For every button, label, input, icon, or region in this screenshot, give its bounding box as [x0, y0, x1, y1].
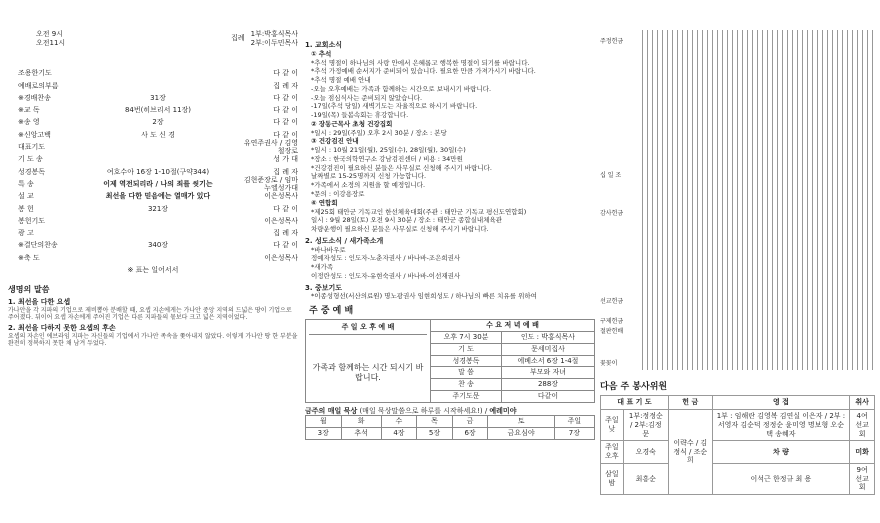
order-row: ※결단의찬송 340장 다 같 이 [18, 241, 298, 250]
order-row: 봉 헌 321장 다 같 이 [18, 204, 298, 213]
sermon-point-1: 1. 최선을 다한 요셉 [8, 298, 71, 306]
news-subheading: ④ 연합회 [311, 198, 338, 207]
news-item: *추석 가정예배 순서지가 준비되어 있습니다. 필요한 만큼 가져가시기 바랍니다. [311, 67, 536, 76]
order-row: 기 도 송 성 가 대 [18, 155, 298, 164]
sermon-title: 생명의 말씀 [8, 285, 50, 294]
news-item: *추석 명절이 하나님의 사랑 안에서 은혜롭고 행복한 명절이 되기를 바랍니다. [311, 58, 530, 67]
church-news-list [305, 50, 595, 234]
offering-label: 구제헌금 [600, 318, 624, 325]
offering-label: 꽃꽂이 [600, 360, 618, 367]
offering-label: 선교헌금 [600, 298, 624, 305]
sunday-afternoon-text: 가족과 함께하는 시간 되시기 바랍니다. [312, 363, 424, 383]
prayer-text: *이종성형선(서산의료원) 명노광권사 임현희성도 / 하나님의 빠른 치유를 위하여 [311, 292, 537, 301]
order-row: ※신앙고백 사 도 신 경 다 같 이 [18, 130, 298, 139]
sermon-text-2: 요셉의 자손인 에브라임 지파는 자신들의 기업에서 가나안 족속을 쫓아내지 않았다. 이렇게 가나안 땅 한 부분을 완전히 정복하지 못한 채 남겨 두었다. [8, 332, 298, 348]
order-row: 조용한기도 다 같 이 [18, 69, 298, 78]
time-1: 오전 9시 [36, 30, 63, 38]
leader-1: 1부:박홍식목사 [250, 30, 298, 38]
order-row: 봉헌기도 이은성목사 [18, 216, 298, 225]
offering-label: 십 일 조 [600, 172, 622, 179]
offering-list [600, 30, 875, 370]
order-list [18, 68, 298, 265]
member-news-item: *바나바우로 [311, 245, 346, 254]
news-subheading: ② 장동근목사 초청 건강집회 [311, 119, 393, 128]
news-item: *일시 : 29일(주일) 오후 2시 30분 / 장소 : 본당 [311, 128, 447, 137]
news-subheading: ① 추석 [311, 49, 332, 58]
news-item: *문의 : 이강용장로 [311, 190, 365, 198]
leader-2: 2부:이두민목사 [250, 38, 298, 47]
weekly-worship-title: 주 중 예 배 [309, 306, 354, 317]
offering-label: 주정헌금 [600, 38, 624, 45]
sermon-point-2: 2. 최선을 다하지 못한 요셉의 후손 [8, 324, 116, 333]
church-news-title: 1. 교회소식 [305, 41, 343, 49]
prayer-title: 3. 중보기도 [305, 283, 343, 292]
meditation-header: 금주의 매일 묵상 (매일 묵상말씀으로 하루를 시작하세요!) / 예레미야 [305, 406, 517, 415]
offering-names-block [640, 30, 875, 370]
news-item: *추석 명절 예배 안내 [311, 76, 371, 85]
news-item: 차량운행이 필요하신 분들은 사무실로 신청해 주시기 바랍니다. [311, 225, 489, 234]
wednesday-header: 수 요 저 녁 예 배 [431, 320, 595, 332]
order-row: 성경봉독 여호수아 16장 1-10절(구약344) 집 례 자 [18, 167, 298, 176]
service-header [36, 30, 298, 48]
order-row: 광 고 집 례 자 [18, 229, 298, 238]
offering-label: 절판헌배 [600, 328, 624, 335]
order-row: 대표기도 유연주권사 / 김영철장로 [18, 138, 298, 156]
service-order-column [8, 30, 298, 347]
order-row: ※송 영 2장 다 같 이 [18, 118, 298, 127]
offering-column [600, 30, 875, 495]
sunday-afternoon-header: 주 일 오 후 예 배 [309, 321, 427, 335]
order-row: 설 교 최선을 다한 믿음에는 열매가 있다 이은성목사 [18, 192, 298, 201]
time-2: 오전11시 [36, 38, 66, 47]
worship-table: 주 일 오 후 예 배 가족과 함께하는 시간 되시기 바랍니다. 수 요 저 녁 예 배 오후 7시 30분 인도 : 박홍식목사 기 도 문세미집사 성경봉독 에베소서 6장 1-4절 말 씀 부모와 자녀 찬 송 288장 주기도문 다같이 [305, 319, 595, 402]
order-note: ※ 표는 일어서서 [127, 266, 179, 275]
order-row: ※축 도 이은성목사 [18, 253, 298, 262]
announcements-column [305, 38, 595, 440]
news-item: *일시 : 10월 21일(월), 25일(수), 28일(월), 30일(수) [311, 146, 466, 155]
member-news-title: 2. 성도소식 / 새가족소개 [305, 236, 384, 245]
news-item: *제25회 태안군 기독교인 한선체육대회(주관 : 태안군 기독교 평신도연합회) [311, 207, 527, 216]
news-item: -17일(추석 당일) 새벽기도는 자율적으로 하시기 바랍니다. [311, 102, 478, 111]
news-item: -19일(목) 들봄속회는 휴강합니다. [311, 111, 409, 120]
next-week-title: 다음 주 봉사위원 [600, 382, 668, 392]
order-row: ※교 독 84번(히브리서 11장) 다 같 이 [18, 106, 298, 115]
news-item: 일시 : 9월 28일(토) 오전 9시 30분 / 장소 : 태안군 종합실내체육관 [311, 216, 503, 225]
order-row: 예배로의부름 집 례 자 [18, 81, 298, 90]
leader-label: 집례 [231, 34, 245, 43]
news-subheading: ③ 건강검진 안내 [311, 137, 359, 146]
news-item: 날짜별로 15-25명까지 신청 가능합니다. [311, 172, 427, 181]
member-news-item: *새가족 [311, 263, 334, 272]
weekly-worship [305, 306, 595, 403]
news-item: *건강검진이 필요하신 분들은 사무실로 신청해 주시기 바랍니다. [311, 163, 492, 172]
sermon-text-1: 가나안을 각 지파의 기업으로 제비뽑아 분배할 때, 요셉 지손에게는 가나안 중앙 지역의 드넓은 땅이 기업으로 주어졌다. 뒤이어 요셉 자손에게 주어진 기업은 다른 지파들의 몫보다 크고 넓은 지역이었다. [8, 306, 292, 321]
next-week-table: 대 표 기 도 헌 금 영 접 취사 주일 낮 1부:정정순 / 2부:김정문 이략수 / 김정식 / 조순희 1부 : 임해란 김영복 김연실 이은자 / 2부 : 서영자 김순덕 정정순 윤미영 명보형 오순택 송혜자 4여선교회 주일오후 오경숙 차 량 미화 삼일 밤 최흥순 이석근 한정규 최 용 9여선교회 [600, 395, 875, 495]
order-row: 특 송 이제 역전되리라 / 나의 죄를 씻기는 김현준장로 / 임마누엘성가대 [18, 175, 298, 193]
member-news-item: 이정란성도 : 인도자-유현숙권사 / 바나바-이선재권사 [311, 271, 461, 280]
order-row: ※경배찬송 31장 다 같 이 [18, 93, 298, 102]
news-item: -오늘 오후예배는 가족과 함께하는 시간으로 보내시기 바랍니다. [311, 84, 492, 93]
news-item: -오늘 점심식사는 준비되지 않았습니다. [311, 93, 423, 102]
member-news-item: 정예자성도 : 인도자-노춘자권사 / 바나바-조은희권사 [311, 254, 461, 263]
meditation-table: 월 화 수 목 금 토 주일 3장 추석 4장 5장 6장 금요심야 7장 [305, 415, 595, 440]
news-item: *장소 : 한국의학연구소 강남검진센터 / 비용 : 34만원 [311, 154, 463, 163]
news-item: *가족에서 소정의 지원을 할 예정입니다. [311, 181, 426, 190]
offering-label: 감사헌금 [600, 210, 624, 217]
